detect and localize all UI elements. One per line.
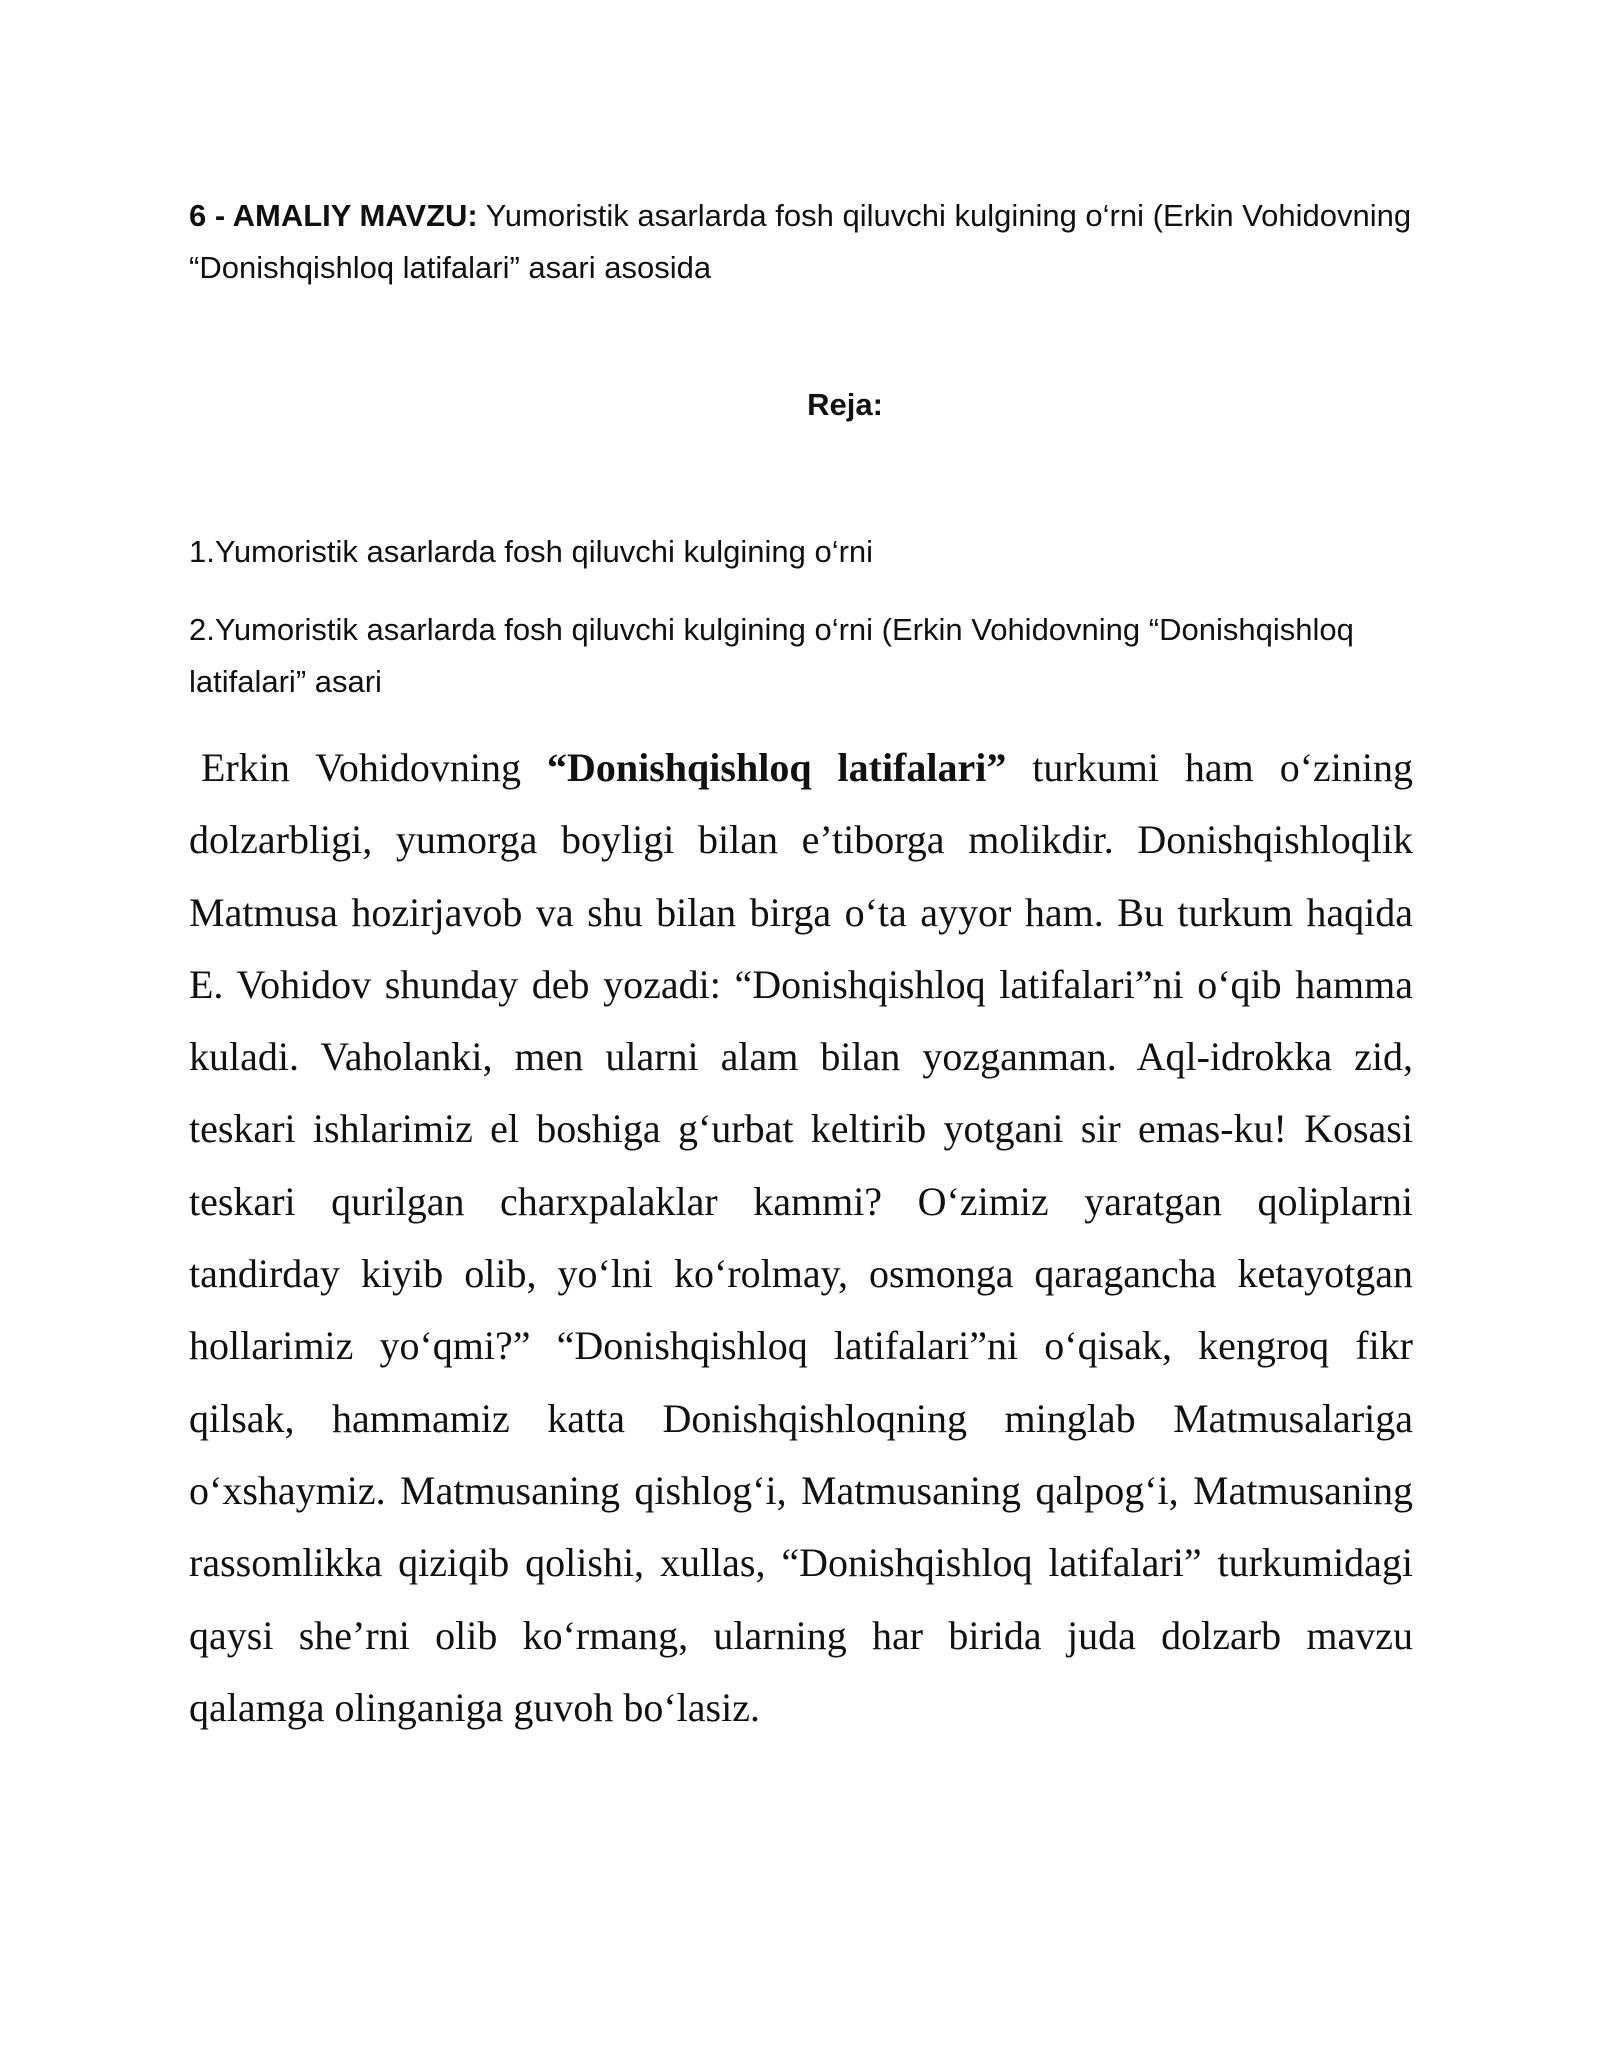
- topic-title: Yumoristik asarlarda fosh qiluvchi kulgining o‘rni (Erkin Vohidovning “Donishqishloq latifalari” asari asosida: [189, 198, 1412, 285]
- body-paragraph: [189, 732, 1413, 1744]
- plan-title: Reja:: [807, 387, 883, 422]
- work-title-bold: “Donishqishloq latifalari”: [546, 745, 1007, 790]
- plan-item-2: 2.Yumoristik asarlarda fosh qiluvchi kulgining o‘rni (Erkin Vohidovning “Donishqishloq latifalari” asari: [189, 612, 1354, 699]
- body-text-rest: turkumi ham o‘zining dolzarbligi, yumorga boyligi bilan e’tiborga molikdir. Donishqishloqlik Matmusa hozirjavob va shu bilan birga o‘ta ayyor ham. Bu turkum haqida E. Vohidov shunday deb yozadi: “Donishqishloq latifalari”ni o‘qib hamma kuladi. Vaholanki, men ularni alam bilan yozganman. Aql-idrokka zid, teskari ishlarimiz el boshiga g‘urbat keltirib yotgani sir emas-ku! Kosasi teskari qurilgan charxpalaklar kammi? O‘zimiz yaratgan qoliplarni tandirday kiyib olib, yo‘lni ko‘rolmay, osmonga qaragancha ketayotgan hollarimiz yo‘qmi?” “Donishqishloq latifalari”ni o‘qisak, kengroq fikr qilsak, hammamiz katta Donishqishloqning minglab Matmusalariga o‘xshaymiz. Matmusaning qishlog‘i, Matmusaning qalpog‘i, Matmusaning rassomlikka qiziqib qolishi, xullas, “Donishqishloq latifalari” turkumidagi qaysi she’rni olib ko‘rmang, ularning har birida juda dolzarb mavzu qalamga olinganiga guvoh bo‘lasiz.: [189, 745, 1413, 1730]
- topic-label: 6 - AMALIY MAVZU:: [189, 198, 478, 233]
- plan-item-1: 1.Yumoristik asarlarda fosh qiluvchi kulgining o‘rni: [189, 534, 874, 569]
- topic-heading: [189, 190, 1419, 294]
- body-text-start: Erkin Vohidovning: [201, 745, 547, 790]
